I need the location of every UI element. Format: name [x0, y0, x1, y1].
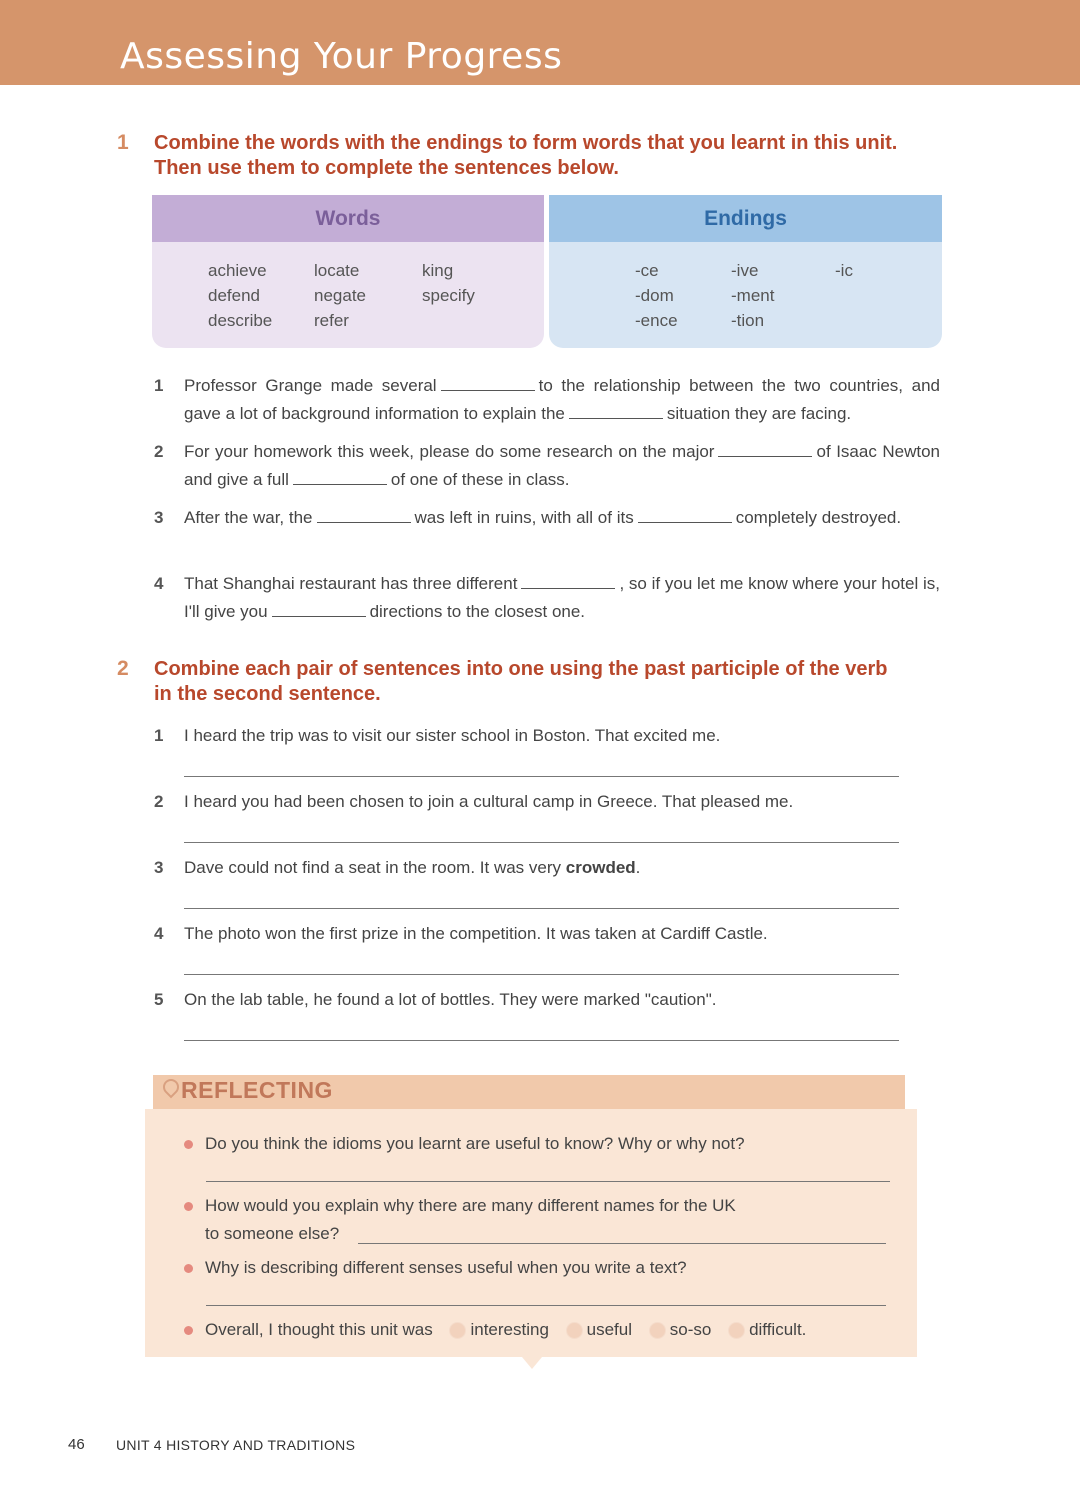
reflect-question-2: How would you explain why there are many different names for the UK to someone else?	[184, 1192, 736, 1248]
bullet-icon	[184, 1202, 193, 1211]
endings-heading: Endings	[549, 195, 942, 242]
task-2-item-5: 5 On the lab table, he found a lot of bottles. They were marked "caution".	[154, 990, 717, 1009]
task-2-number: 2	[117, 657, 129, 680]
word-item: defend	[208, 286, 260, 305]
reflect-question-3: Why is describing different senses useful when you write a text?	[184, 1254, 687, 1282]
bullet-icon	[184, 1140, 193, 1149]
word-item: describe	[208, 311, 273, 330]
ending-item: -ce	[635, 261, 659, 280]
ending-item: -ic	[835, 261, 853, 280]
answer-line[interactable]	[206, 1181, 890, 1182]
reflect-overall: Overall, I thought this unit was interesting useful so-so difficult.	[184, 1316, 806, 1344]
endings-box	[549, 195, 942, 348]
words-heading: Words	[152, 195, 544, 242]
bullet-icon	[184, 1264, 193, 1273]
task-1-sentence-1: 1 Professor Grange made several to the relationship between the two countries, and gave a lot of background information to explain the situation they are facing.	[154, 376, 940, 423]
task-1-sentence-2: 2 For your homework this week, please do some research on the major of Isaac Newton and give a full of one of these in class.	[154, 442, 940, 489]
task-1-sentence-4: 4 That Shanghai restaurant has three different , so if you let me know where your hotel is, I'll give you directions to the closest one.	[154, 574, 941, 621]
task-2-item-2: 2 I heard you had been chosen to join a cultural camp in Greece. That pleased me.	[154, 792, 794, 811]
word-item: locate	[314, 261, 360, 280]
answer-line[interactable]	[184, 776, 899, 777]
reflect-question-1: Do you think the idioms you learnt are useful to know? Why or why not?	[184, 1130, 745, 1158]
words-box	[152, 195, 544, 348]
option-radio-difficult[interactable]	[728, 1322, 745, 1339]
ending-item: -dom	[635, 286, 674, 305]
word-item: achieve	[208, 261, 267, 280]
task-2-item-4: 4 The photo won the first prize in the competition. It was taken at Cardiff Castle.	[154, 924, 768, 943]
answer-line[interactable]	[184, 974, 899, 975]
answer-line[interactable]	[184, 842, 899, 843]
unit-title: UNIT 4 HISTORY AND TRADITIONS	[116, 1437, 356, 1453]
task-1-sentence-3: 3 After the war, the was left in ruins, with all of its completely destroyed.	[154, 508, 902, 527]
ending-item: -ment	[731, 286, 775, 305]
ending-item: -ive	[731, 261, 759, 280]
option-radio-useful[interactable]	[566, 1322, 583, 1339]
answer-line[interactable]	[358, 1243, 886, 1244]
reflecting-notch	[522, 1357, 542, 1369]
option-radio-interesting[interactable]	[449, 1322, 466, 1339]
answer-blank[interactable]	[638, 521, 732, 523]
page-number: 46	[68, 1436, 85, 1453]
bullet-icon	[184, 1326, 193, 1335]
word-item: negate	[314, 286, 366, 305]
reflecting-label: REFLECTING	[181, 1077, 333, 1103]
page-title: Assessing Your Progress	[120, 36, 563, 77]
task-1-title: Combine the words with the endings to form words that you learnt in this unit. Then use them to complete the sentences below.	[154, 132, 898, 179]
answer-blank[interactable]	[317, 521, 411, 523]
answer-blank[interactable]	[718, 455, 812, 457]
task-2-title: Combine each pair of sentences into one using the past participle of the verb in the second sentence.	[154, 658, 888, 705]
word-item: refer	[314, 311, 349, 330]
answer-blank[interactable]	[441, 389, 535, 391]
answer-blank[interactable]	[293, 483, 387, 485]
ending-item: -ence	[635, 311, 678, 330]
answer-blank[interactable]	[521, 587, 615, 589]
answer-blank[interactable]	[272, 615, 366, 617]
answer-line[interactable]	[184, 1040, 899, 1041]
word-item: king	[422, 261, 454, 280]
word-item: specify	[422, 286, 475, 305]
answer-line[interactable]	[184, 908, 899, 909]
answer-line[interactable]	[206, 1305, 886, 1306]
ending-item: -tion	[731, 311, 765, 330]
answer-blank[interactable]	[569, 417, 663, 419]
option-radio-so-so[interactable]	[649, 1322, 666, 1339]
task-1-number: 1	[117, 131, 129, 154]
task-2-item-3: 3 Dave could not find a seat in the room. It was very crowded.	[154, 858, 641, 877]
task-2-item-1: 1 I heard the trip was to visit our sister school in Boston. That excited me.	[154, 726, 721, 745]
